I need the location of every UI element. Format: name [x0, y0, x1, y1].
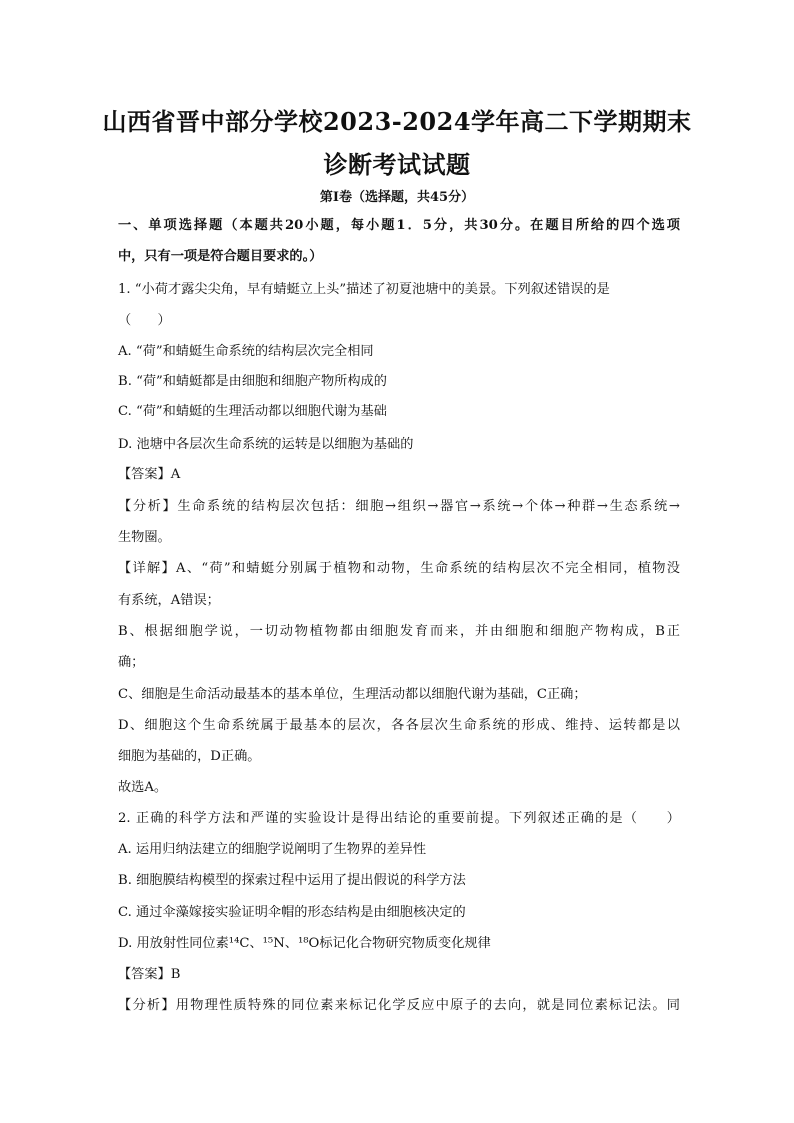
- q1-stem-line2: （ ）: [118, 313, 171, 328]
- q1-option-b: B. “荷”和蜻蜓都是由细胞和细胞产物所构成的: [118, 374, 387, 389]
- q1-analysis-line2: 生物圈。: [118, 530, 171, 545]
- q1-stem-line1: 1. “小荷才露尖尖角，早有蜻蜓立上头”描述了初夏池塘中的美景。下列叙述错误的是: [118, 282, 610, 297]
- document-title-line1: 山西省晋中部分学校2023-2024学年高二下学期期末: [102, 107, 692, 136]
- q1-detail-line1: 【详解】A、“荷”和蜻蜓分别属于植物和动物，生命系统的结构层次不完全相同，植物没: [118, 561, 680, 576]
- q1-option-d: D. 池塘中各层次生命系统的运转是以细胞为基础的: [118, 437, 414, 452]
- q1-answer: 【答案】A: [118, 467, 181, 482]
- q2-option-a: A. 运用归纳法建立的细胞学说阐明了生物界的差异性: [118, 842, 427, 857]
- q1-detail-line2: 有系统，A错误；: [118, 593, 220, 608]
- q2-answer: 【答案】B: [118, 967, 181, 982]
- q1-detail-line6: D、细胞这个生命系统属于最基本的层次，各各层次生命系统的形成、维持、运转都是以: [118, 718, 680, 733]
- q1-detail-line5: C、细胞是生命活动最基本的基本单位，生理活动都以细胞代谢为基础，C正确；: [118, 687, 587, 702]
- q1-detail-line7: 细胞为基础的，D正确。: [118, 749, 261, 764]
- q1-option-a: A. “荷”和蜻蜓生命系统的结构层次完全相同: [118, 344, 374, 359]
- q2-option-b: B. 细胞膜结构模型的探索过程中运用了提出假说的科学方法: [118, 873, 466, 888]
- volume-label: 第Ⅰ卷（选择题，共45分）: [319, 190, 475, 205]
- q2-option-c: C. 通过伞藻嫁接实验证明伞帽的形态结构是由细胞核决定的: [118, 905, 466, 920]
- document-title-line2: 诊断考试试题: [323, 150, 471, 179]
- q2-stem: 2. 正确的科学方法和严谨的实验设计是得出结论的重要前提。下列叙述正确的是（ ）: [118, 811, 680, 826]
- section-heading-line1: 一、单项选择题（本题共20小题，每小题1．5分，共30分。在题目所给的四个选项: [118, 218, 680, 233]
- q2-analysis-line1: 【分析】用物理性质特殊的同位素来标记化学反应中原子的去向，就是同位素标记法。同: [118, 998, 680, 1013]
- q1-detail-line4: 确；: [118, 655, 145, 670]
- q1-detail-line3: B、根据细胞学说，一切动物植物都由细胞发育而来，并由细胞和细胞产物构成，B正: [118, 624, 680, 639]
- q1-analysis-line1: 【分析】生命系统的结构层次包括：细胞→组织→器官→系统→个体→种群→生态系统→: [118, 499, 680, 514]
- q1-option-c: C. “荷”和蜻蜓的生理活动都以细胞代谢为基础: [118, 404, 387, 419]
- section-heading-line2: 中，只有一项是符合题目要求的。）: [118, 249, 323, 264]
- q1-conclusion: 故选A。: [118, 780, 168, 795]
- q2-option-d: D. 用放射性同位素¹⁴C、¹⁵N、¹⁸O标记化合物研究物质变化规律: [118, 936, 491, 951]
